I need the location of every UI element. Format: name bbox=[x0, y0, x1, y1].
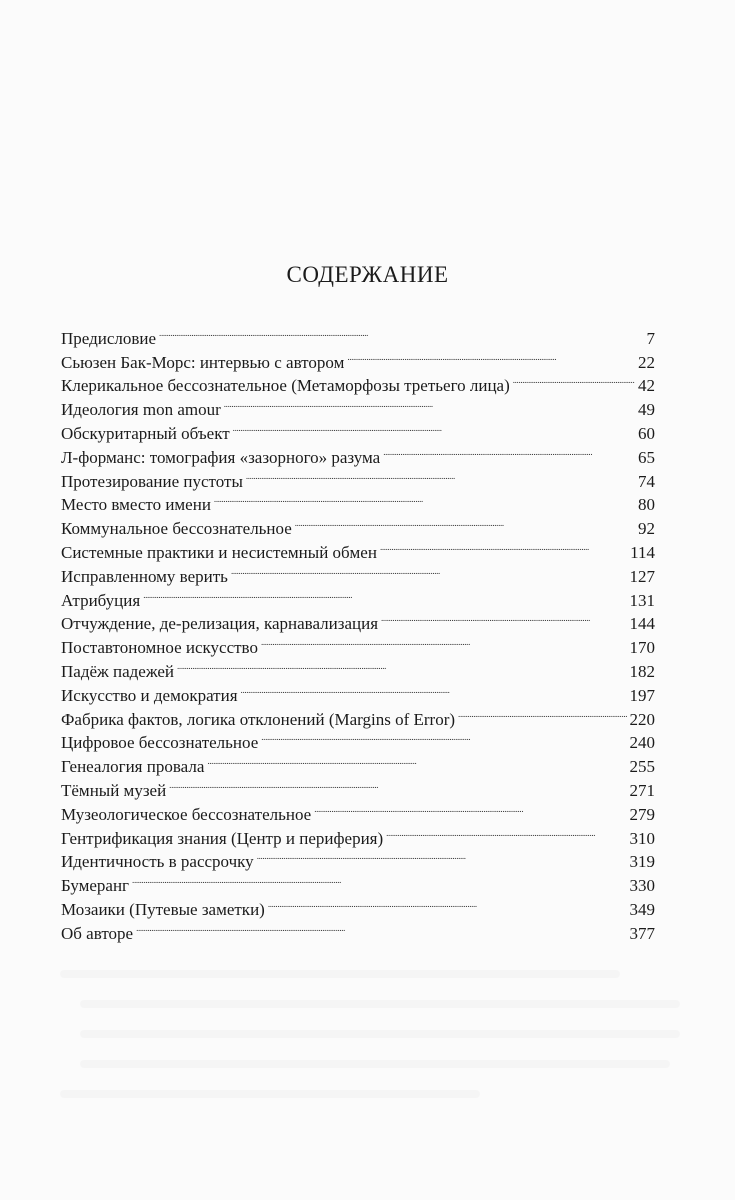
dot-leader bbox=[214, 487, 635, 511]
toc-entry-title: Музеологическое бессознательное bbox=[61, 804, 312, 824]
toc-entry bbox=[61, 582, 655, 610]
toc-entry-title: Протезирование пустоты bbox=[61, 471, 243, 491]
toc-entry-title: Атрибуция bbox=[61, 590, 141, 610]
toc-entry-title: Мозаики (Путевые заметки) bbox=[61, 899, 265, 919]
dot-leader bbox=[261, 725, 626, 749]
toc-entry-title: Генеалогия провала bbox=[61, 757, 205, 777]
toc-entry-title: Предисловие bbox=[61, 328, 157, 348]
dot-leader bbox=[177, 653, 626, 677]
toc-entry-page-number: 255 bbox=[629, 757, 655, 777]
toc-entry-page-number: 127 bbox=[629, 566, 655, 586]
dot-leader bbox=[207, 748, 626, 772]
dot-leader bbox=[295, 510, 635, 534]
toc-entry bbox=[61, 891, 655, 919]
toc-entry-title: Сьюзен Бак-Морс: интервью с автором bbox=[61, 352, 345, 372]
dot-leader bbox=[136, 915, 626, 939]
toc-entry-page-number: 22 bbox=[638, 352, 655, 372]
toc-entry-title: Идеология mon amour bbox=[61, 400, 221, 420]
toc-entry-title: Искусство и демократия bbox=[61, 685, 238, 705]
toc-entry-page-number: 240 bbox=[629, 733, 655, 753]
toc-entry-title: Фабрика фактов, логика отклонений (Margins of Error) bbox=[61, 709, 456, 729]
toc-entry-title: Об авторе bbox=[61, 923, 134, 943]
toc-entry-page-number: 330 bbox=[629, 876, 655, 896]
dot-leader bbox=[314, 796, 626, 820]
dot-leader bbox=[159, 320, 643, 344]
toc-entry-title: Поставтономное искусство bbox=[61, 638, 258, 658]
toc-entry-title: Обскуритарный объект bbox=[61, 423, 230, 443]
toc-entry-page-number: 349 bbox=[629, 899, 655, 919]
toc-entry-page-number: 131 bbox=[629, 590, 655, 610]
dot-leader bbox=[132, 867, 626, 891]
toc-entry-title: Цифровое бессознательное bbox=[61, 733, 259, 753]
toc-entry-page-number: 144 bbox=[629, 614, 655, 634]
toc-entry-title: Клерикальное бессознательное (Метаморфозы третьего лица) bbox=[61, 376, 510, 396]
toc-entry-title: Л-форманс: томография «зазорного» разума bbox=[61, 447, 381, 467]
dot-leader bbox=[231, 558, 627, 582]
toc-entry-title: Отчуждение, де-релизация, карнавализация bbox=[61, 614, 379, 634]
toc-entry-page-number: 170 bbox=[629, 638, 655, 658]
toc-entry-page-number: 279 bbox=[629, 804, 655, 824]
dot-leader bbox=[261, 629, 627, 653]
toc-entry-page-number: 197 bbox=[629, 685, 655, 705]
toc-entry bbox=[61, 867, 655, 896]
toc-entry bbox=[61, 915, 655, 943]
toc-entry-page-number: 74 bbox=[638, 471, 655, 491]
toc-entry-page-number: 92 bbox=[638, 519, 655, 539]
toc-entry-page-number: 377 bbox=[629, 923, 655, 943]
toc-entry-page-number: 114 bbox=[630, 542, 655, 562]
toc-entry-title: Падёж падежей bbox=[61, 661, 175, 681]
dot-leader bbox=[386, 820, 626, 844]
dot-leader bbox=[246, 463, 635, 487]
toc-entry-title: Место вместо имени bbox=[61, 495, 211, 515]
toc-entry-page-number: 80 bbox=[638, 495, 655, 515]
dot-leader bbox=[513, 368, 635, 392]
dot-leader bbox=[241, 677, 627, 701]
toc-entry-title: Гентрификация знания (Центр и периферия) bbox=[61, 828, 384, 848]
dot-leader bbox=[143, 582, 626, 606]
dot-leader bbox=[458, 701, 626, 725]
toc-entry-title: Тёмный музей bbox=[61, 780, 167, 800]
toc-entry-page-number: 319 bbox=[629, 852, 655, 872]
dot-leader bbox=[233, 415, 635, 439]
toc-entry-page-number: 7 bbox=[646, 328, 655, 348]
toc-entry-title: Бумеранг bbox=[61, 876, 130, 896]
dot-leader bbox=[169, 772, 626, 796]
dot-leader bbox=[380, 534, 627, 558]
toc-entry-page-number: 60 bbox=[638, 423, 655, 443]
dot-leader bbox=[383, 439, 635, 463]
dot-leader bbox=[268, 891, 627, 915]
toc-entry-page-number: 42 bbox=[638, 376, 655, 396]
dot-leader bbox=[381, 606, 626, 630]
toc-entry bbox=[61, 606, 655, 634]
toc-entry-title: Идентичность в рассрочку bbox=[61, 852, 254, 872]
dot-leader bbox=[347, 344, 635, 368]
dot-leader bbox=[257, 844, 627, 868]
toc-entry-page-number: 271 bbox=[629, 780, 655, 800]
toc-entry-page-number: 49 bbox=[638, 400, 655, 420]
table-of-contents bbox=[61, 320, 655, 943]
toc-entry-page-number: 310 bbox=[629, 828, 655, 848]
bleed-through-text bbox=[60, 960, 680, 1120]
toc-entry-page-number: 220 bbox=[629, 709, 655, 729]
toc-entry-title: Исправленному верить bbox=[61, 566, 228, 586]
toc-entry bbox=[61, 320, 655, 348]
dot-leader bbox=[224, 391, 635, 415]
page-title: СОДЕРЖАНИЕ bbox=[286, 262, 449, 287]
toc-entry-page-number: 182 bbox=[629, 661, 655, 681]
toc-entry-page-number: 65 bbox=[638, 447, 655, 467]
toc-entry-title: Системные практики и несистемный обмен bbox=[61, 542, 377, 562]
toc-entry-title: Коммунальное бессознательное bbox=[61, 519, 292, 539]
